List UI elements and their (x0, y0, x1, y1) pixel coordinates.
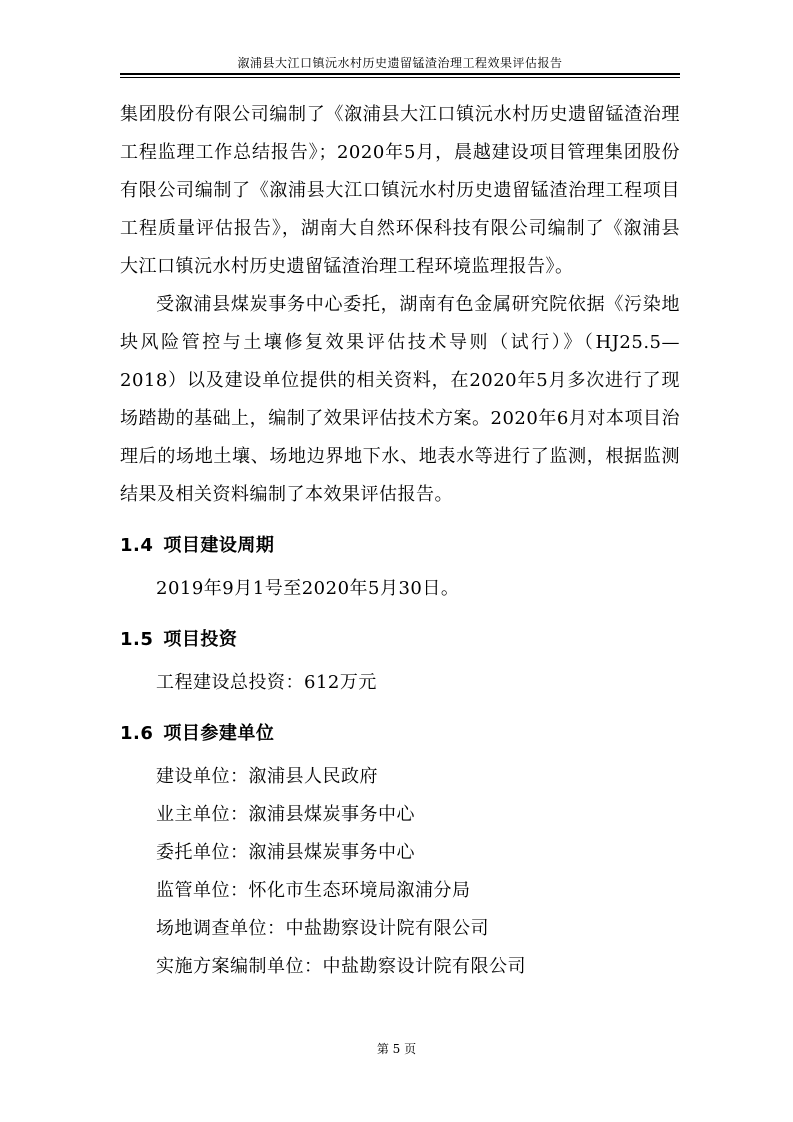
header-rule-thin (120, 77, 680, 78)
section-title: 项目参建单位 (163, 723, 275, 744)
section-heading-1-5 (120, 620, 680, 660)
section-heading-1-6 (120, 714, 680, 754)
section-number: 1.4 (120, 535, 154, 556)
page-header-title: 溆浦县大江口镇沅水村历史遗留锰渣治理工程效果评估报告 (237, 56, 563, 70)
section-number: 1.5 (120, 629, 154, 650)
page-number: 第 5 页 (376, 1042, 417, 1056)
construction-period-text: 2019年9月1号至2020年5月30日。 (156, 578, 460, 599)
investment-text: 工程建设总投资：612万元 (156, 672, 377, 693)
header-rule-thick (120, 73, 680, 75)
list-item-entrusting-unit: 委托单位：溆浦县煤炭事务中心 (156, 842, 415, 863)
list-item-construction-unit: 建设单位：溆浦县人民政府 (156, 766, 378, 787)
section-number: 1.6 (120, 723, 154, 744)
section-title: 项目建设周期 (163, 535, 275, 556)
section-title: 项目投资 (163, 629, 238, 650)
document-body (120, 96, 680, 986)
list-item-supervising-unit: 监管单位：怀化市生态环境局溆浦分局 (156, 880, 471, 901)
list-item-site-survey-unit: 场地调查单位：中盐勘察设计院有限公司 (156, 918, 489, 939)
list-item-plan-compilation-unit: 实施方案编制单位：中盐勘察设计院有限公司 (156, 956, 526, 977)
paragraph-continuation: 集团股份有限公司编制了《溆浦县大江口镇沅水村历史遗留锰渣治理工程监理工作总结报告》；2020年5月，晨越建设项目管理集团股份有限公司编制了《溆浦县大江口镇沅水村历史遗留锰渣治理工程项目工程质量评估报告》，湖南大自然环保科技有限公司编制了《溆浦县大江口镇沅水村历史遗留锰渣治理工程环境监理报告》。 (120, 104, 680, 277)
paragraph-commission: 受溆浦县煤炭事务中心委托，湖南有色金属研究院依据《污染地块风险管控与土壤修复效果评估技术导则（试行）》（HJ25.5—2018）以及建设单位提供的相关资料，在2020年5月多次进行了现场踏勘的基础上，编制了效果评估技术方案。2020年6月对本项目治理后的场地土壤、场地边界地下水、地表水等进行了监测，根据监测结果及相关资料编制了本效果评估报告。 (120, 294, 680, 505)
section-heading-1-4 (120, 526, 680, 566)
list-item-owner-unit: 业主单位：溆浦县煤炭事务中心 (156, 804, 415, 825)
